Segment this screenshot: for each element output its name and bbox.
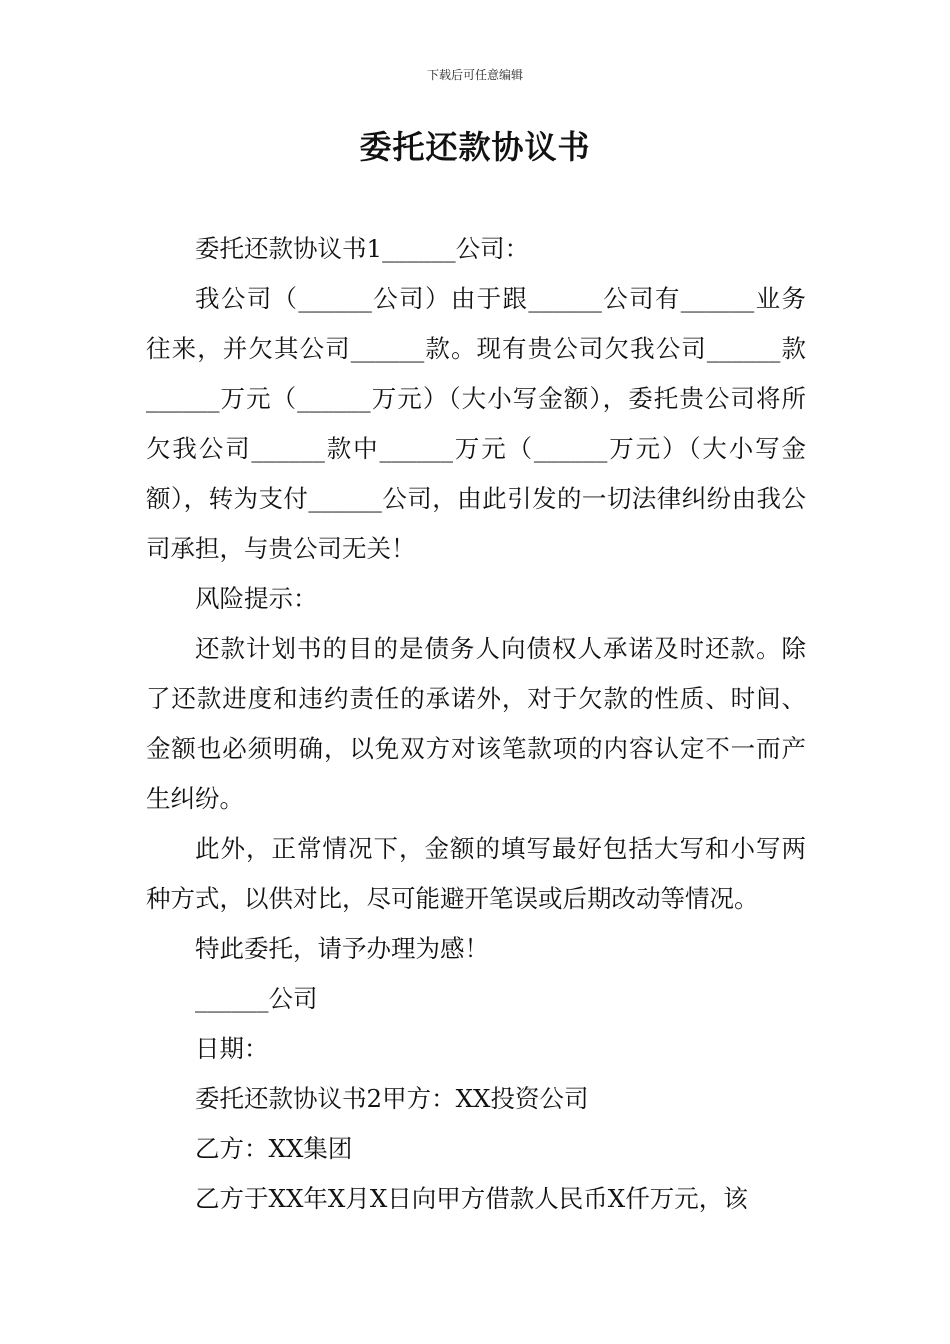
paragraph-amount-note: 此外，正常情况下，金额的填写最好包括大写和小写两种方式，以供对比，尽可能避开笔误或后期改动等情况。 [146,834,806,913]
paragraph-entrustment-content: 我公司（______公司）由于跟______公司有______业务往来，并欠其公司______款。现有贵公司欠我公司______款______万元（______万元）（大小写金额），委托贵公司将所欠我公司______款中______万元（______万元）（大小写金额），转为支付______公司，由此引发的一切法律纠纷由我公司承担，与贵公司无关！ [146,284,806,563]
document-body [146,224,806,1224]
document-title: 委托还款协议书 [359,128,591,166]
paragraph-loan-clause: 乙方于XX年X月X日向甲方借款人民币X仟万元，该 [195,1184,748,1213]
paragraph-party-b: 乙方：XX集团 [195,1134,353,1163]
paragraph-company-signature: ______公司 [195,984,318,1013]
paragraph-risk-warning-heading: 风险提示： [195,584,318,613]
paragraph-agreement-2-party-a: 委托还款协议书2甲方：XX投资公司 [195,1084,589,1113]
header-note: 下载后可任意编辑 [426,68,523,82]
paragraph-risk-warning-body: 还款计划书的目的是债务人向债权人承诺及时还款。除了还款进度和违约责任的承诺外，对于欠款的性质、时间、金额也必须明确，以免双方对该笔款项的内容认定不一而产生纠纷。 [146,634,806,813]
paragraph-closing: 特此委托，请予办理为感！ [195,934,489,963]
paragraph-agreement-1-heading: 委托还款协议书1______公司： [195,234,530,263]
paragraph-date: 日期： [195,1034,269,1063]
